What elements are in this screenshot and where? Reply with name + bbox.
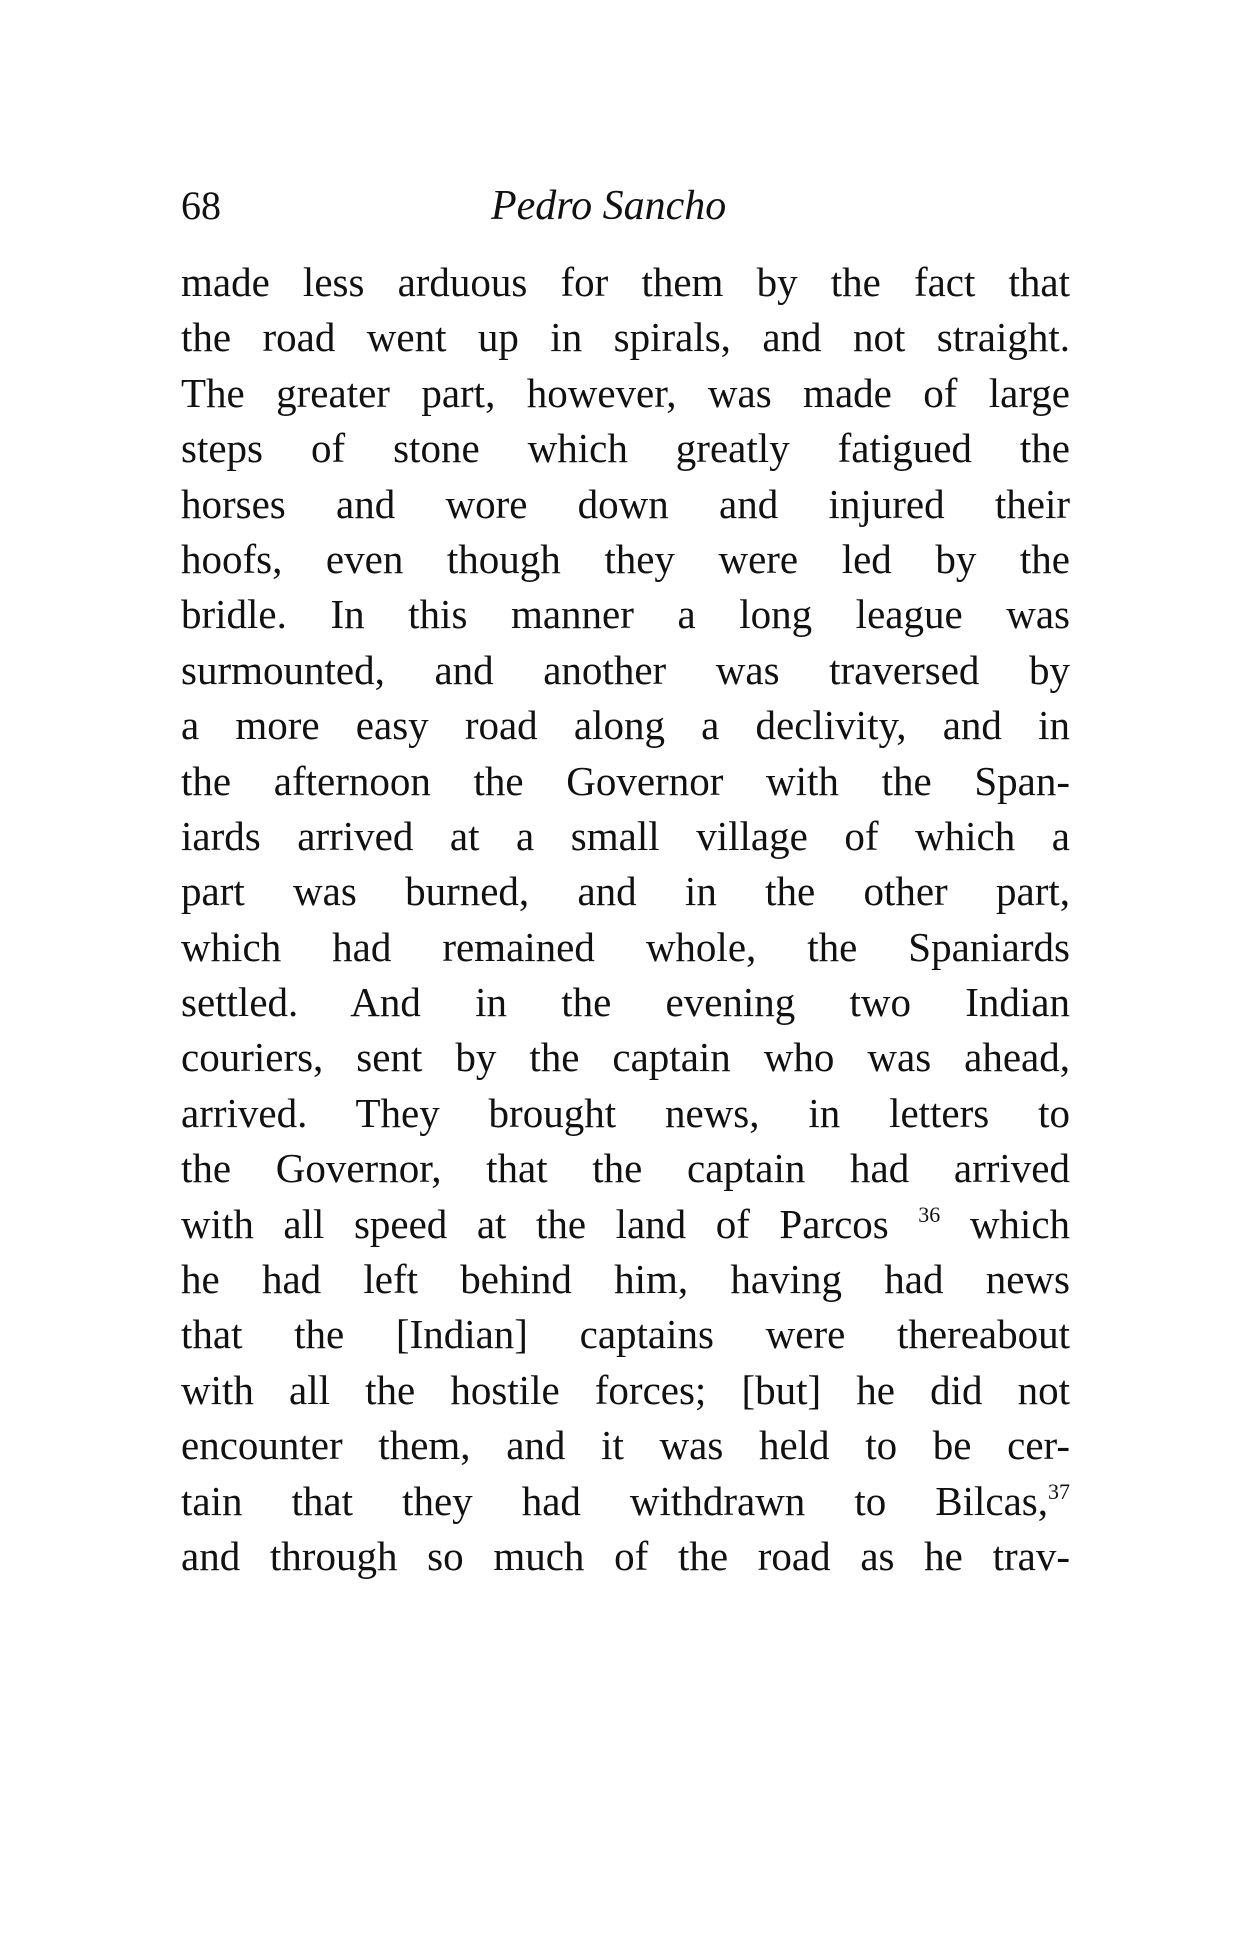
text-line: couriers, sent by the captain who was ahead, — [181, 1034, 1070, 1081]
line-text: with all speed at the land of Parcos — [181, 1200, 889, 1247]
text-line: made less arduous for them by the fact that — [181, 259, 1070, 305]
footnote-ref-37: 37 — [1048, 1478, 1070, 1504]
text-line: the road went up in spirals, and not straight. — [181, 314, 1070, 361]
text-line: that the [Indian] captains were thereabout — [181, 1311, 1070, 1358]
text-line: and through so much of the road as he trav- — [181, 1532, 1070, 1579]
text-line: arrived. They brought news, in letters to — [181, 1089, 1070, 1136]
running-title: Pedro Sancho — [491, 183, 727, 229]
text-line: settled. And in the evening two Indian — [181, 979, 1070, 1026]
page-number: 68 — [181, 183, 221, 228]
body-text — [181, 255, 1070, 1584]
text-line: The greater part, however, was made of large — [181, 369, 1070, 416]
text-line: bridle. In this manner a long league was — [181, 591, 1070, 638]
text-line: part was burned, and in the other part, — [181, 868, 1070, 915]
text-line: the Governor, that the captain had arrived — [181, 1145, 1070, 1192]
text-line: the afternoon the Governor with the Span- — [181, 757, 1070, 804]
text-line: with all the hostile forces; [but] he did not — [181, 1366, 1070, 1413]
text-line: iards arrived at a small village of which a — [181, 812, 1070, 859]
text-line: steps of stone which greatly fatigued the — [181, 425, 1070, 472]
line-text-continued: which — [969, 1200, 1071, 1247]
text-line: encounter them, and it was held to be cer- — [181, 1422, 1070, 1469]
text-line: he had left behind him, having had news — [181, 1256, 1070, 1303]
text-line-with-note — [181, 1197, 1070, 1252]
text-line: horses and wore down and injured their — [181, 480, 1070, 527]
page-header — [181, 176, 1071, 236]
text-line: a more easy road along a declivity, and in — [181, 702, 1070, 749]
text-line: surmounted, and another was traversed by — [181, 646, 1070, 693]
line-text: tain that they had withdrawn to Bilcas, — [181, 1477, 1048, 1524]
text-line: hoofs, even though they were led by the — [181, 535, 1070, 582]
footnote-ref-36: 36 — [918, 1201, 941, 1227]
text-line-with-note — [181, 1474, 1070, 1529]
text-line: which had remained whole, the Spaniards — [181, 923, 1070, 970]
